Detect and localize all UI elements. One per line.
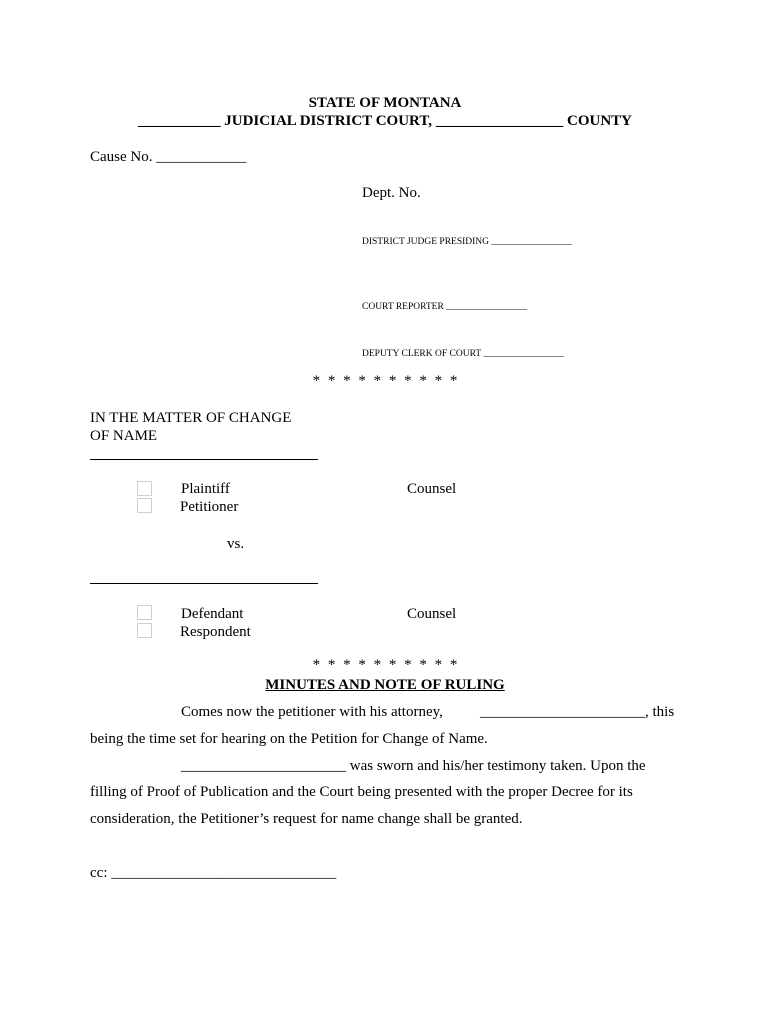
plaintiff-checkbox[interactable] (137, 481, 152, 496)
petitioner-label: Petitioner (180, 499, 239, 515)
district-judge-line: DISTRICT JUDGE PRESIDING _________________ (362, 237, 573, 247)
separator-bottom: * * * * * * * * * * (312, 657, 458, 673)
plaintiff-label: Plaintiff (181, 481, 230, 497)
ruling-title: MINUTES AND NOTE OF RULING (265, 677, 505, 693)
paragraph2-line2: filling of Proof of Publication and the Court being presented with the proper Decree for its (90, 784, 633, 800)
paragraph1-line1-start: Comes now the petitioner with his attorney, (181, 704, 443, 720)
paragraph1-line1-end: ______________________, this (480, 704, 675, 720)
paragraph2-line1: ______________________ was sworn and his/her testimony taken. Upon the (181, 758, 646, 774)
respondent-checkbox[interactable] (137, 623, 152, 638)
matter-signature-rule (90, 459, 318, 460)
respondent-label: Respondent (180, 624, 251, 640)
matter-title-line1: IN THE MATTER OF CHANGE (90, 410, 292, 426)
counsel-label-1: Counsel (407, 481, 457, 497)
party2-rule (90, 583, 318, 584)
cause-number: Cause No. ____________ (90, 149, 247, 165)
dept-number: Dept. No. (362, 185, 421, 201)
petitioner-checkbox[interactable] (137, 498, 152, 513)
cc-line: cc: ______________________________ (90, 865, 337, 881)
paragraph2-line3: consideration, the Petitioner’s request for name change shall be granted. (90, 811, 523, 827)
counsel-label-2: Counsel (407, 606, 457, 622)
paragraph1-line2: being the time set for hearing on the Petition for Change of Name. (90, 731, 488, 747)
court-reporter-line: COURT REPORTER _________________ (362, 302, 527, 312)
versus-label: vs. (227, 536, 245, 552)
court-heading: ___________ JUDICIAL DISTRICT COURT, _________________ COUNTY (138, 113, 632, 129)
deputy-clerk-line: DEPUTY CLERK OF COURT _________________ (362, 349, 565, 359)
defendant-label: Defendant (181, 606, 244, 622)
matter-title-line2: OF NAME (90, 428, 158, 444)
separator-top: * * * * * * * * * * (312, 373, 458, 389)
state-heading: STATE OF MONTANA (308, 95, 462, 111)
defendant-checkbox[interactable] (137, 605, 152, 620)
